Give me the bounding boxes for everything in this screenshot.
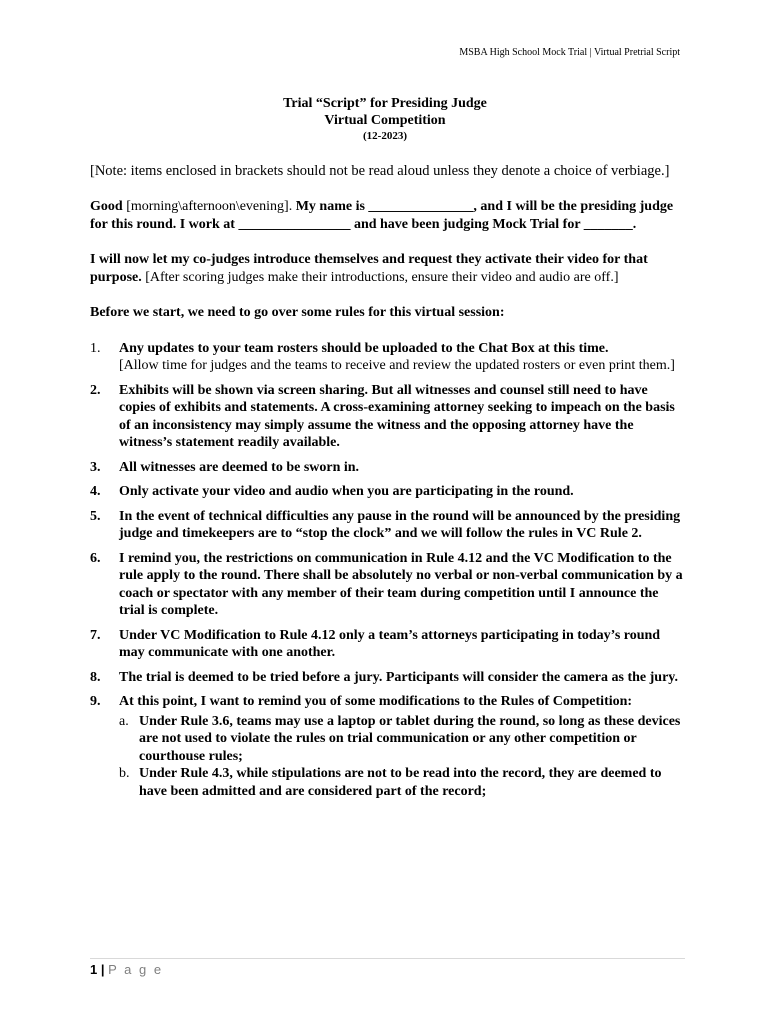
rule-text: At this point, I want to remind you of some modifications to the Rules of Competition: [119, 694, 633, 709]
rule-text: In the event of technical difficulties any pause in the round will be announced by the presiding judge and timekeepers are to “stop the clock” and we will follow the rules in VC Rule 2. [119, 508, 681, 541]
rule-text: All witnesses are deemed to be sworn in. [119, 459, 360, 475]
list-number: 4. [90, 484, 101, 499]
script-body [90, 162, 685, 807]
list-item [90, 382, 685, 452]
rule-text: I remind you, the restrictions on communication in Rule 4.12 and the VC Modification to the rule apply to the round. There shall be absolutely no verbal or non-verbal communication by a coach or spectator with any member of their team during competition until I announce the trial is complete. [119, 550, 683, 618]
rule-text: Any updates to your team rosters should be uploaded to the Chat Box at this time. [119, 340, 609, 356]
page-label: P a g e [108, 962, 164, 977]
title-line-2: Virtual Competition [324, 113, 446, 128]
rules-intro-text: Before we start, we need to go over some rules for this virtual session: [90, 305, 505, 320]
rule-text: Under VC Modification to Rule 4.12 only a team’s attorneys participating in today’s round may communicate with one another. [119, 627, 661, 660]
rule-instruction: [Allow time for judges and the teams to receive and review the updated rosters or even print them.] [119, 358, 675, 373]
modification-text: Under Rule 4.3, while stipulations are not to be read into the record, they are deemed to have been admitted and are considered part of the record; [139, 766, 662, 799]
list-item [119, 713, 685, 766]
list-number: 9. [90, 694, 101, 709]
greeting-paragraph [90, 198, 685, 233]
modification-text: Under Rule 3.6, teams may use a laptop or tablet during the round, so long as these devices are not used to violate the rules on trial communication or any other competition or courthouse rules; [139, 713, 681, 764]
co-judges-statement: I will now let my co-judges introduce themselves and request they activate their video for that purpose. [90, 252, 648, 285]
list-item [90, 669, 685, 687]
list-number: 3. [90, 459, 101, 475]
list-number: 7. [90, 627, 101, 643]
co-judges-paragraph [90, 251, 685, 286]
rules-intro [90, 304, 685, 322]
title-block [0, 95, 770, 144]
page-number: 1 [90, 962, 98, 977]
greeting-word: Good [90, 199, 123, 214]
list-item [119, 765, 685, 800]
list-item [90, 459, 685, 477]
sub-list-letter: a. [119, 713, 129, 729]
list-item [90, 627, 685, 662]
list-number: 5. [90, 508, 101, 524]
list-item [90, 483, 685, 501]
co-judges-instruction: [After scoring judges make their introductions, ensure their video and audio are off.] [141, 269, 619, 285]
judge-introduction: My name is _______________, and I will be the presiding judge for this round. I work at ________________ and have been judging Mock Trial for _______. [90, 199, 674, 232]
list-number: 1. [90, 340, 101, 356]
bracket-note: [Note: items enclosed in brackets should not be read aloud unless they denote a choice of verbiage.] [90, 163, 670, 179]
page-footer [90, 962, 163, 977]
list-item [90, 550, 685, 620]
sub-list-letter: b. [119, 766, 130, 781]
greeting-options: [morning\afternoon\evening]. [122, 199, 296, 214]
footer-divider [90, 958, 685, 959]
rule-text: Only activate your video and audio when you are participating in the round. [119, 484, 574, 499]
list-item [90, 693, 685, 800]
list-item [90, 508, 685, 543]
title-date: (12-2023) [363, 130, 407, 142]
list-item [90, 340, 685, 375]
running-header: MSBA High School Mock Trial | Virtual Pretrial Script [459, 47, 680, 58]
list-number: 6. [90, 550, 101, 566]
rule-text: The trial is deemed to be tried before a jury. Participants will consider the camera as the jury. [119, 669, 679, 685]
rules-list [90, 340, 685, 801]
list-number: 2. [90, 382, 101, 398]
footer-separator: | [100, 962, 105, 977]
rule-text: Exhibits will be shown via screen sharing. But all witnesses and counsel still need to have copies of exhibits and statements. A cross-examining attorney seeking to impeach on the basis of an inconsistency may simply assume the witness and the opposing attorney have the witness’s statement readily available. [119, 382, 675, 450]
title-line-1: Trial “Script” for Presiding Judge [283, 96, 487, 111]
list-number: 8. [90, 669, 101, 685]
modifications-list [119, 713, 685, 801]
